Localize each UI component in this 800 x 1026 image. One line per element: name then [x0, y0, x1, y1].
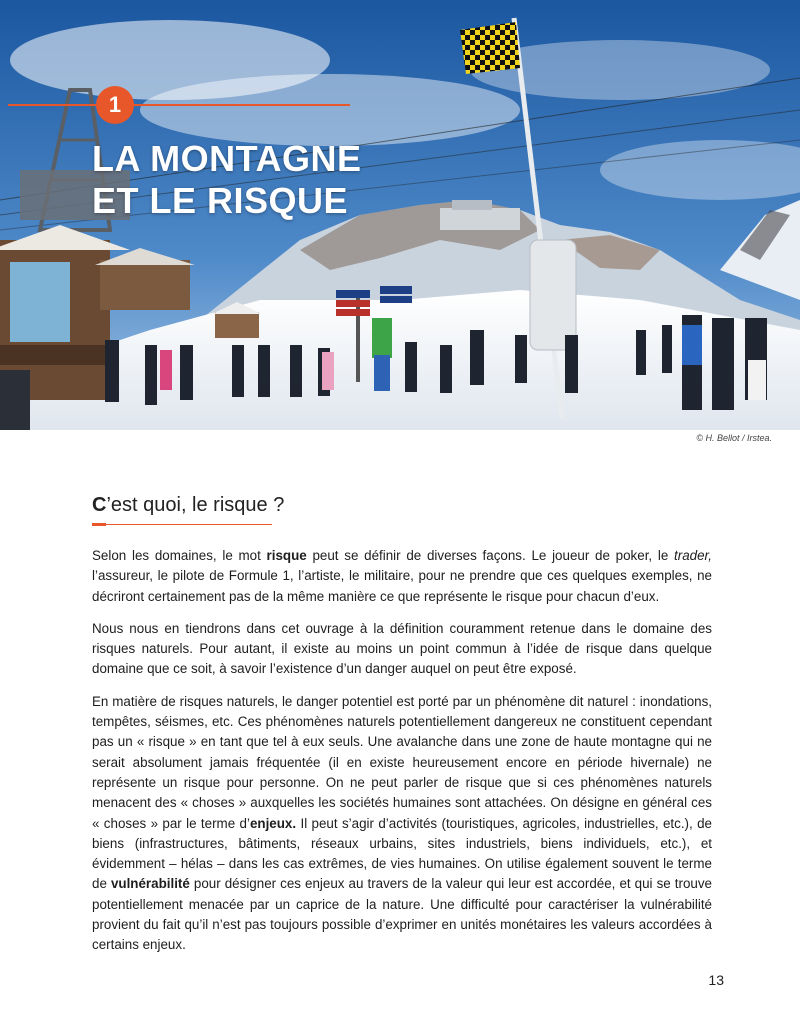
- p1-text-c: l’assureur, le pilote de Formule 1, l’artiste, le militaire, pour ne prendre que ces quelques exemples, ne décriront certainement pas de la même manière ce que représente le risque pour chacun d’eux.: [92, 568, 712, 604]
- paragraph-2: Nous nous en tiendrons dans cet ouvrage à la définition couramment retenue dans le domaine des risques naturels. Pour autant, il existe au moins un point commun à l’idée de risque dans quelque domaine que ce soit, à savoir l’existence d’un danger auquel on peut être exposé.: [92, 620, 712, 677]
- photo-credit: © H. Bellot / Irstea.: [696, 433, 772, 443]
- page-number: 13: [708, 972, 724, 988]
- p1-text-a: Selon les domaines, le mot: [92, 548, 267, 563]
- chapter-title-line2: ET LE RISQUE: [92, 180, 349, 221]
- paragraph-1: [92, 546, 712, 607]
- chapter-rule: [8, 104, 350, 106]
- body-text: [92, 546, 712, 968]
- section-heading: [92, 494, 284, 517]
- p3-text-b: Il peut s’agir d’activités (touristiques, agricoles, industrielles, etc.), de biens (infrastructures, bâtiments, réseaux urbains, sites industriels, biens individuels, etc.), et évidemment – hélas – dans les cas extrêmes, de vies humaines. On utilise également souvent le terme de: [92, 815, 712, 892]
- section-heading-rest: ’est quoi, le risque ?: [106, 494, 285, 516]
- chapter-number-badge: 1: [96, 86, 134, 124]
- term-enjeux: enjeux.: [249, 815, 297, 831]
- p3-text-a: En matière de risques naturels, le danger potentiel est porté par un phénomène dit naturel : inondations, tempêtes, séismes, etc. Ces phénomènes naturels potentiellement dangereux ne constituent cependant pas un « risque » en tant que tel à eux seuls. Une avalanche dans une zone de haute montagne qui ne serait absolument jamais fréquentée (il en existe heureusement encore en période hivernale) ne représente un risque pour personne. On ne peut parler de risque que si ces phénomènes naturels menacent des « choses » auxquelles les sociétés humaines sont attachées. On désigne en général ces « choses » par le terme d’: [92, 693, 712, 831]
- chapter-title-line1: LA MONTAGNE: [92, 138, 362, 179]
- paragraph-3: [92, 692, 712, 956]
- p3-text-c: pour désigner ces enjeux au travers de la valeur qui leur est accordée, et qui se trouve potentiellement menacée par un caprice de la nature. Une difficulté pour caractériser la vulnérabilité provient du fait qu’il n’est pas toujours possible d’exprimer en unités monétaires les valeurs accordées à certains enjeux.: [92, 876, 712, 953]
- term-vulnerabilite: vulnérabilité: [110, 876, 190, 892]
- section-heading-initial: C: [92, 494, 107, 516]
- term-risque: risque: [266, 548, 307, 563]
- term-trader: trader,: [674, 548, 712, 563]
- chapter-title: [92, 138, 361, 222]
- p1-text-b: peut se définir de diverses façons. Le joueur de poker, le: [306, 548, 675, 563]
- section-heading-underline: [92, 524, 272, 525]
